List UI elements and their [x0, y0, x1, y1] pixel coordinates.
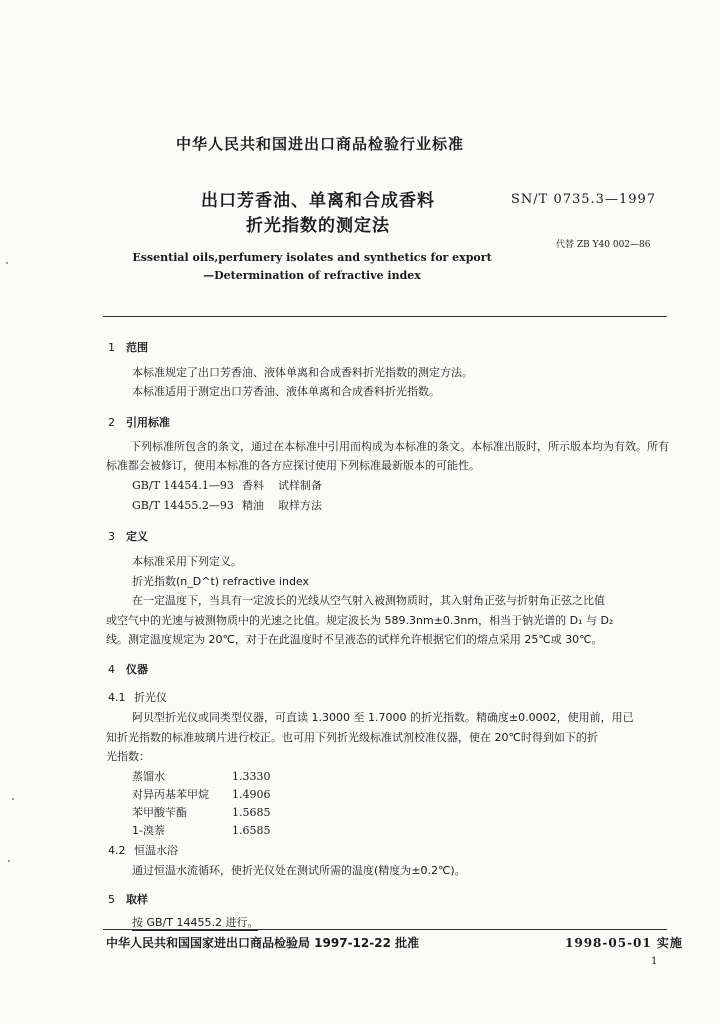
scan-speck	[8, 860, 10, 862]
paragraph: 按 GB/T 14455.2 进行。	[132, 916, 259, 929]
subsection-number: 4.1	[108, 691, 126, 704]
footer-rule	[103, 929, 667, 930]
standard-category-heading: 中华人民共和国进出口商品检验行业标准	[175, 135, 464, 153]
paragraph: 本标准采用下列定义。	[132, 555, 242, 568]
reagent-name: 蒸馏水	[132, 770, 165, 783]
reference-item	[132, 497, 322, 513]
reagent-name: 对异丙基苯甲烷	[132, 788, 209, 801]
document-title-line-1: 出口芳香油、单离和合成香料	[201, 191, 435, 211]
section-title: 范围	[126, 341, 148, 354]
reference-title: 试样制备	[278, 479, 322, 492]
paragraph-line: 在一定温度下，当具有一定波长的光线从空气射入被测物质时，其入射角正弦与折射角正弦之比值	[132, 594, 605, 607]
section-title: 引用标准	[126, 416, 170, 429]
reagent-row	[132, 786, 271, 802]
paragraph-line: 光指数：	[106, 750, 150, 763]
section-1-heading	[108, 339, 148, 355]
section-number: 1	[108, 341, 115, 354]
english-title-line-2: —Determination of refractive index	[203, 269, 421, 282]
paragraph-line: 阿贝型折光仪或同类型仪器，可直读 1.3000 至 1.7000 的折光指数。精确度±0.0002，使用前，用已	[132, 711, 634, 724]
paragraph: 本标准适用于测定出口芳香油、液体单离和合成香料折光指数。	[132, 385, 440, 398]
replaces-note: 代替 ZB Y40 002—86	[556, 240, 651, 250]
paragraph-line: 线。测定温度规定为 20℃，对于在此温度时不呈液态的试样允许根据它们的熔点采用 25℃或 30℃。	[106, 633, 603, 646]
section-number: 3	[108, 530, 115, 543]
reagent-row	[132, 822, 271, 838]
subsection-number: 4.2	[108, 844, 126, 857]
reagent-row	[132, 768, 271, 784]
approval-line: 中华人民共和国国家进出口商品检验局 1997-12-22 批准	[106, 936, 420, 950]
section-title: 仪器	[126, 663, 148, 676]
page-number: 1	[651, 956, 658, 967]
reagent-index: 1.4906	[232, 788, 271, 801]
subsection-4-2-heading	[108, 842, 178, 858]
reagent-name: 苯甲酸苄酯	[132, 806, 187, 819]
section-number: 5	[108, 893, 115, 906]
reagent-name: 1-溴萘	[132, 824, 165, 837]
scan-speck	[12, 798, 14, 800]
paragraph-line: 知折光指数的标准玻璃片进行校正。也可用下列折光级标准试剂校准仪器，使在 20℃时得到如下的折	[106, 731, 598, 744]
section-3-heading	[108, 528, 148, 544]
reference-item	[132, 477, 322, 493]
reagent-index: 1.6585	[232, 824, 271, 837]
reference-code: GB/T 14454.1—93	[132, 479, 234, 492]
header-rule	[103, 316, 667, 317]
reagent-index: 1.5685	[232, 806, 271, 819]
section-title: 定义	[126, 530, 148, 543]
reference-code: GB/T 14455.2—93	[132, 499, 234, 512]
reference-title: 取样方法	[278, 499, 322, 512]
section-4-heading	[108, 661, 148, 677]
section-number: 2	[108, 416, 115, 429]
paragraph-line: 或空气中的光速与被测物质中的光速之比值。规定波长为 589.3nm±0.3nm，相当于钠光谱的 D₁ 与 D₂	[106, 614, 614, 627]
section-title: 取样	[126, 893, 148, 906]
implementation-date: 1998-05-01 实施	[565, 936, 683, 950]
standard-code: SN/T 0735.3—1997	[511, 192, 657, 207]
section-5-heading	[108, 891, 148, 907]
reagent-index: 1.3330	[232, 770, 271, 783]
reference-category: 香料	[242, 479, 264, 492]
english-title-line-1: Essential oils,perfumery isolates and synthetics for export	[132, 251, 492, 264]
paragraph: 通过恒温水流循环，使折光仪处在测试所需的温度(精度为±0.2℃)。	[132, 864, 466, 877]
paragraph: 本标准规定了出口芳香油、液体单离和合成香料折光指数的测定方法。	[132, 366, 473, 379]
reagent-row	[132, 804, 271, 820]
section-2-heading	[108, 414, 170, 430]
scan-speck	[6, 262, 8, 264]
subsection-title: 恒温水浴	[134, 844, 178, 857]
subsection-4-1-heading	[108, 689, 167, 705]
reference-category: 精油	[242, 499, 264, 512]
document-title-line-2: 折光指数的测定法	[246, 216, 390, 236]
term-definition: 折光指数(n_D^t) refractive index	[132, 575, 310, 588]
section-number: 4	[108, 663, 115, 676]
paragraph: 下列标准所包含的条文，通过在本标准中引用而构成为本标准的条文。本标准出版时，所示版本均为有效。所有标准都会被修订，使用本标准的各方应探讨使用下列标准最新版本的可能性。	[106, 440, 669, 472]
subsection-title: 折光仪	[134, 691, 167, 704]
